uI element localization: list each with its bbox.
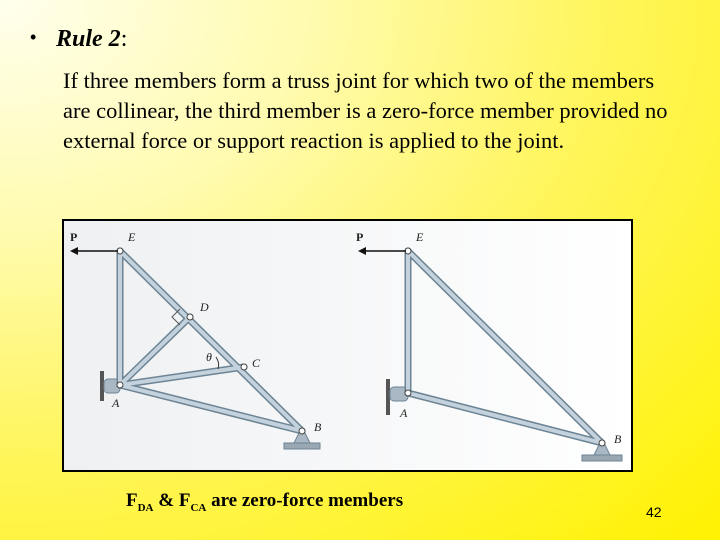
label-theta: θ [206, 350, 212, 364]
label-d: D [200, 300, 209, 314]
pin-d [187, 314, 193, 320]
pin-b-left [299, 428, 305, 434]
bullet-icon: • [30, 27, 37, 47]
wall-support-right [386, 379, 390, 415]
page-number: 42 [646, 504, 662, 520]
pin-a-right [405, 390, 411, 396]
label-b-right: B [614, 432, 622, 446]
force-label-p-right: P [356, 230, 364, 244]
caption-sub-da: DA [137, 501, 154, 514]
caption-rest: are zero-force members [206, 490, 404, 511]
pin-c [241, 364, 247, 370]
label-c: C [252, 356, 261, 370]
truss-diagrams [64, 221, 631, 470]
caption-amp: & F [153, 490, 191, 511]
ground-base-b-left [284, 443, 320, 449]
wall-support-left [100, 371, 104, 401]
label-b-left: B [314, 420, 322, 434]
figure-background [64, 221, 631, 470]
pin-b-right [599, 440, 605, 446]
label-a-left: A [112, 396, 120, 410]
label-e-left: E [128, 230, 136, 244]
rule-title: Rule 2 [56, 26, 121, 52]
rule-heading [30, 26, 127, 53]
pin-a-left [117, 382, 123, 388]
rule-body-text: If three members form a truss joint for which two of the members are collinear, the third member is a zero-force member provided no external force or support reaction is applied to the joint. [63, 68, 668, 153]
zero-force-caption [126, 490, 403, 514]
caption-sub-ca: CA [190, 501, 207, 514]
ground-base-b-right [582, 455, 622, 461]
label-a-right: A [400, 406, 408, 420]
truss-figure [62, 219, 633, 472]
force-label-p-left: P [70, 230, 78, 244]
rule-colon: : [120, 26, 128, 52]
caption-f1: F [126, 490, 138, 511]
label-e-right: E [416, 230, 424, 244]
